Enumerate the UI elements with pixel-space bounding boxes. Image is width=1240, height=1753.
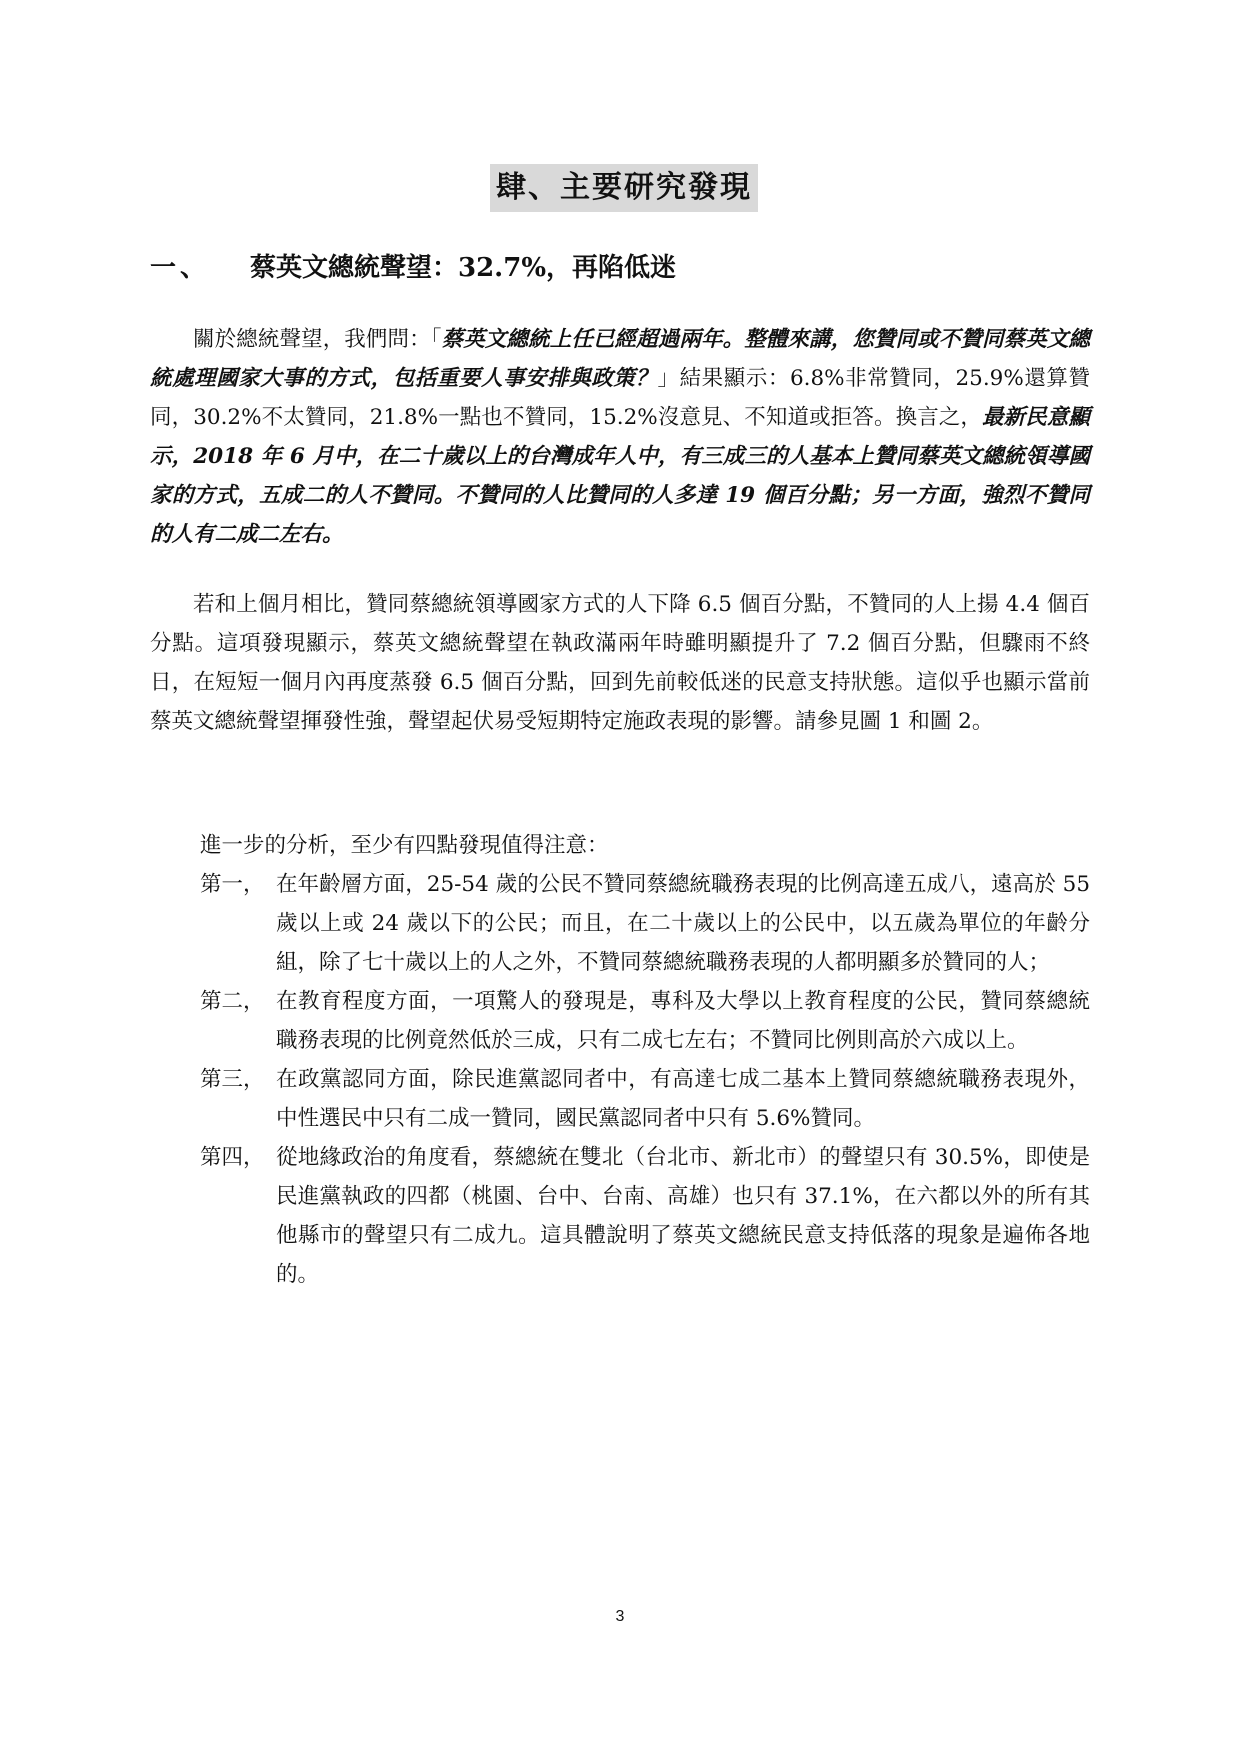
finding-label: 第三， (200, 1067, 265, 1092)
paragraph-monthly-change: 若和上個月相比，贊同蔡總統領導國家方式的人下降 6.5 個百分點，不贊同的人上揚 4.4 個百分點。這項發現顯示，蔡英文總統聲望在執政滿兩年時雖明顯提升了 7.2 個百分點，但驟雨不終日，在短短一個月內再度蒸發 6.5 個百分點，回到先前較低迷的民意支持狀態。這似乎也顯示當前蔡英文總統聲望揮發性強，聲望起伏易受短期特定施政表現的影響。請參見圖 1 和圖 2。 (150, 591, 1090, 734)
analysis-intro: 進一步的分析，至少有四點發現值得注意： (200, 833, 609, 858)
key-conclusion: 最新民意顯示，2018 年 6 月中，在二十歲以上的台灣成年人中，有三成三的人基本上贊同蔡英文總統領導國家的方式，五成二的人不贊同。不贊同的人比贊同的人多達 19 個百分點；另一方面，強烈不贊同的人有二成二左右。 (150, 404, 1090, 547)
finding-text: 在政黨認同方面，除民進黨認同者中，有高達七成二基本上贊同蔡總統職務表現外，中性選民中只有二成一贊同，國民黨認同者中只有 5.6%贊同。 (276, 1067, 1090, 1131)
finding-label: 第四， (200, 1145, 265, 1170)
findings-list (200, 865, 1090, 1294)
paragraph-intro: 關於總統聲望，我們問：「 (193, 326, 442, 352)
finding-item (200, 865, 1090, 982)
finding-text: 在年齡層方面，25-54 歲的公民不贊同蔡總統職務表現的比例高達五成八，遠高於 55 歲以上或 24 歲以下的公民；而且，在二十歲以上的公民中，以五歲為單位的年齡分組，除了七十歲以上的人之外，不贊同蔡總統職務表現的人都明顯多於贊同的人； (276, 872, 1090, 975)
subheading-text: 蔡英文總統聲望：32.7%，再陷低迷 (250, 253, 677, 283)
finding-item (200, 982, 1090, 1060)
page-number: 3 (615, 1608, 625, 1625)
survey-results: 」結果顯示：6.8%非常贊同，25.9%還算贊同，30.2%不太贊同，21.8%一點也不贊同，15.2%沒意見、不知道或拒答。換言之， (150, 365, 1090, 430)
subheading (150, 250, 1090, 286)
paragraph-approval-results (150, 320, 1090, 554)
survey-question: 蔡英文總統上任已經超過兩年。整體來講，您贊同或不贊同蔡英文總統處理國家大事的方式，包括重要人事安排與政策？ (150, 326, 1090, 391)
finding-label: 第一， (200, 872, 265, 897)
finding-label: 第二， (200, 989, 265, 1014)
finding-item (200, 1138, 1090, 1294)
finding-text: 從地緣政治的角度看，蔡總統在雙北（台北市、新北市）的聲望只有 30.5%，即使是民進黨執政的四都（桃園、台中、台南、高雄）也只有 37.1%，在六都以外的所有其他縣市的聲望只有二成九。這具體說明了蔡英文總統民意支持低落的現象是遍佈各地的。 (276, 1145, 1090, 1287)
finding-text: 在教育程度方面，一項驚人的發現是，專科及大學以上教育程度的公民，贊同蔡總統職務表現的比例竟然低於三成，只有二成七左右；不贊同比例則高於六成以上。 (276, 989, 1090, 1053)
section-title: 肆、主要研究發現 (490, 164, 758, 212)
subheading-number: 一、 (150, 253, 211, 283)
finding-item (200, 1060, 1090, 1138)
